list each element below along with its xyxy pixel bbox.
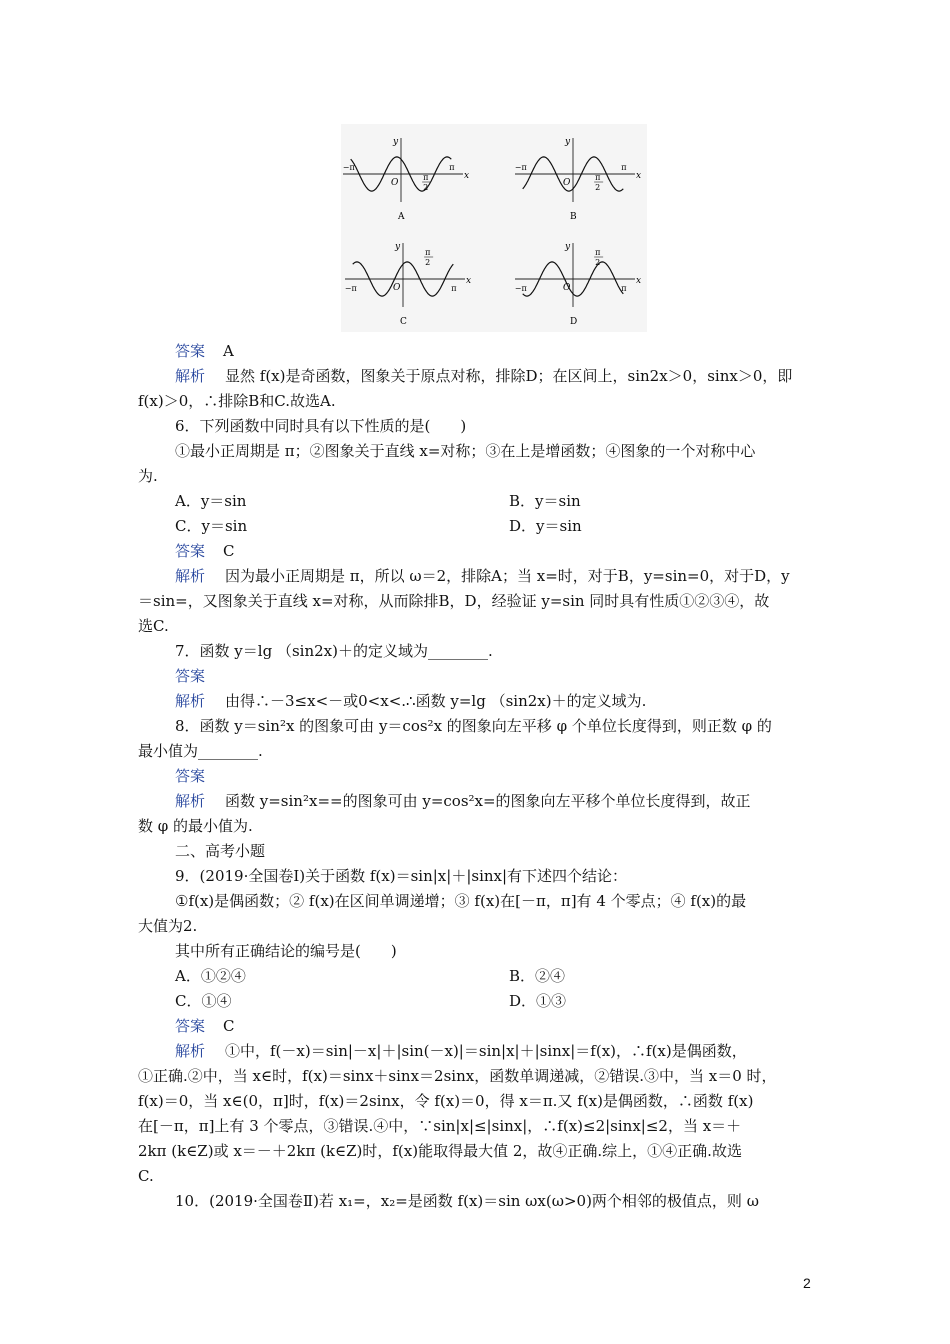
graph-a-x-label: x [464,171,470,181]
text: 其中所有正确结论的编号是( ) [175,942,397,960]
graph-a-tick-pi: π [449,163,455,172]
option-a: A．y＝sin [175,492,247,510]
graph-c-x-label: x [466,276,472,286]
text: 10．(2019·全国卷Ⅱ)若 x₁=，x₂=是函数 f(x)＝sin ωx(ω>0)两个相邻的极值点，则 ω [175,1192,759,1210]
analysis-text: 函数 y=sin²x==的图象可由 y=cos²x=的图象向左平移个单位长度得到，故正 [225,792,751,810]
page-number: 2 [803,1275,811,1291]
graph-d-x-label: x [636,276,642,286]
option-c: C．①④ [175,992,232,1010]
graph-c-origin: O [393,283,401,293]
graph-b-y-label: y [565,137,571,147]
graph-c-tick-half-pi-num: π [425,248,431,257]
graph-b-label: B [570,212,577,222]
analysis-label: 解析 [175,1042,206,1060]
text: 二、高考小题 [175,842,266,860]
graph-d-label: D [570,317,578,327]
graph-d-tick-neg-pi: −π [514,284,527,293]
answer-label: 答案 [175,1017,206,1035]
analysis-text: 由得∴－3≤x<－或0<x<.∴函数 y=lg （sin2x)＋的定义域为. [225,692,647,710]
graph-b-tick-neg-pi: −π [514,163,527,172]
text: 最小值为________. [138,742,263,760]
graph-d-origin: O [563,283,571,293]
answer-label: 答案 [175,667,206,685]
figure-svg [341,124,647,332]
graph-d-tick-half-pi-num: π [595,248,601,257]
analysis-text: ①中，f(－x)＝sin|－x|＋|sin(－x)|＝sin|x|＋|sinx|＝f(x)，∴f(x)是偶函数， [225,1042,747,1060]
text: 大值为2. [138,917,198,935]
text: 数 φ 的最小值为. [138,817,253,835]
graph-a-tick-half-pi-den: 2 [423,183,429,192]
graph-a-y-label: y [393,137,399,147]
graph-a-label: A [398,212,405,222]
graph-b-tick-pi: π [621,163,627,172]
graph-c-tick-pi: π [451,284,457,293]
option-b: B．y＝sin [509,492,581,510]
analysis-label: 解析 [175,792,206,810]
graph-c-tick-half-pi-den: 2 [425,258,431,267]
text: ①正确.②中，当 x∈时，f(x)＝sinx＋sinx＝2sinx，函数单调递减，②错误.③中，当 x＝0 时， [138,1067,777,1085]
option-b: B．②④ [509,967,566,985]
text: 6．下列函数中同时具有以下性质的是( ) [175,417,467,435]
option-d: D．①③ [509,992,567,1010]
answer-label: 答案 [175,542,206,560]
graph-a-origin: O [391,178,399,188]
text: 8．函数 y＝sin²x 的图象可由 y＝cos²x 的图象向左平移 φ 个单位长度得到，则正数 φ 的 [175,717,772,735]
answer-label: 答案 [175,767,206,785]
text: 2kπ (k∈Z)或 x＝－＋2kπ (k∈Z)时，f(x)能取得最大值 2，故④正确.综上，①④正确.故选 [138,1142,742,1160]
graph-b-tick-half-pi-den: 2 [595,183,601,192]
graph-d-tick-half-pi-den: 2 [595,258,601,267]
analysis-label: 解析 [175,692,206,710]
graph-b-origin: O [563,178,571,188]
answer-label: 答案 [175,342,206,360]
text: f(x)＝0，当 x∈(0，π]时，f(x)＝2sinx，令 f(x)＝0，得 x＝π.又 f(x)是偶函数，∴函数 f(x) [138,1092,754,1110]
graph-d-tick-pi: π [621,284,627,293]
graph-b-tick-half-pi-num: π [595,173,601,182]
graph-b-x-label: x [636,171,642,181]
analysis-text: 显然 f(x)是奇函数，图象关于原点对称，排除D；在区间上，sin2x＞0，sinx＞0，即 [225,367,793,385]
graph-d-y-label: y [565,242,571,252]
analysis-label: 解析 [175,367,206,385]
text: f(x)＞0，∴排除B和C.故选A. [138,392,336,410]
option-c: C．y＝sin [175,517,248,535]
text: ①f(x)是偶函数；② f(x)在区间单调递增；③ f(x)在[－π，π]有 4 个零点；④ f(x)的最 [175,892,747,910]
graph-a-tick-neg-pi: −π [342,163,355,172]
graph-c-tick-neg-pi: −π [344,284,357,293]
text: 7．函数 y＝lg （sin2x)＋的定义域为________. [175,642,493,660]
text: 9．(2019·全国卷Ⅰ)关于函数 f(x)＝sin|x|＋|sinx|有下述四个结论： [175,867,628,885]
function-graph-figure [341,124,647,332]
text: 在[－π，π]上有 3 个零点，③错误.④中，∵sin|x|≤|sinx|，∴f(x)≤2|sinx|≤2，当 x＝＋ [138,1117,742,1135]
analysis-label: 解析 [175,567,206,585]
text: 为. [138,467,158,485]
answer-value: C [223,1017,235,1035]
graph-c-label: C [400,317,407,327]
option-a: A．①②④ [175,967,246,985]
answer-value: C [223,542,235,560]
text: ①最小正周期是 π；②图象关于直线 x=对称；③在上是增函数；④图象的一个对称中心 [175,442,756,460]
graph-a-tick-half-pi-num: π [423,173,429,182]
text: ＝sin=，又图象关于直线 x=对称，从而除排B，D，经验证 y=sin 同时具有性质①②③④，故 [138,592,770,610]
option-d: D．y＝sin [509,517,582,535]
text: C. [138,1167,154,1185]
analysis-text: 因为最小正周期是 π，所以 ω＝2，排除A；当 x=时，对于B，y=sin=0，对于D，y [225,567,790,585]
graph-c-y-label: y [395,242,401,252]
text: 选C. [138,617,169,635]
answer-value: A [223,342,234,360]
